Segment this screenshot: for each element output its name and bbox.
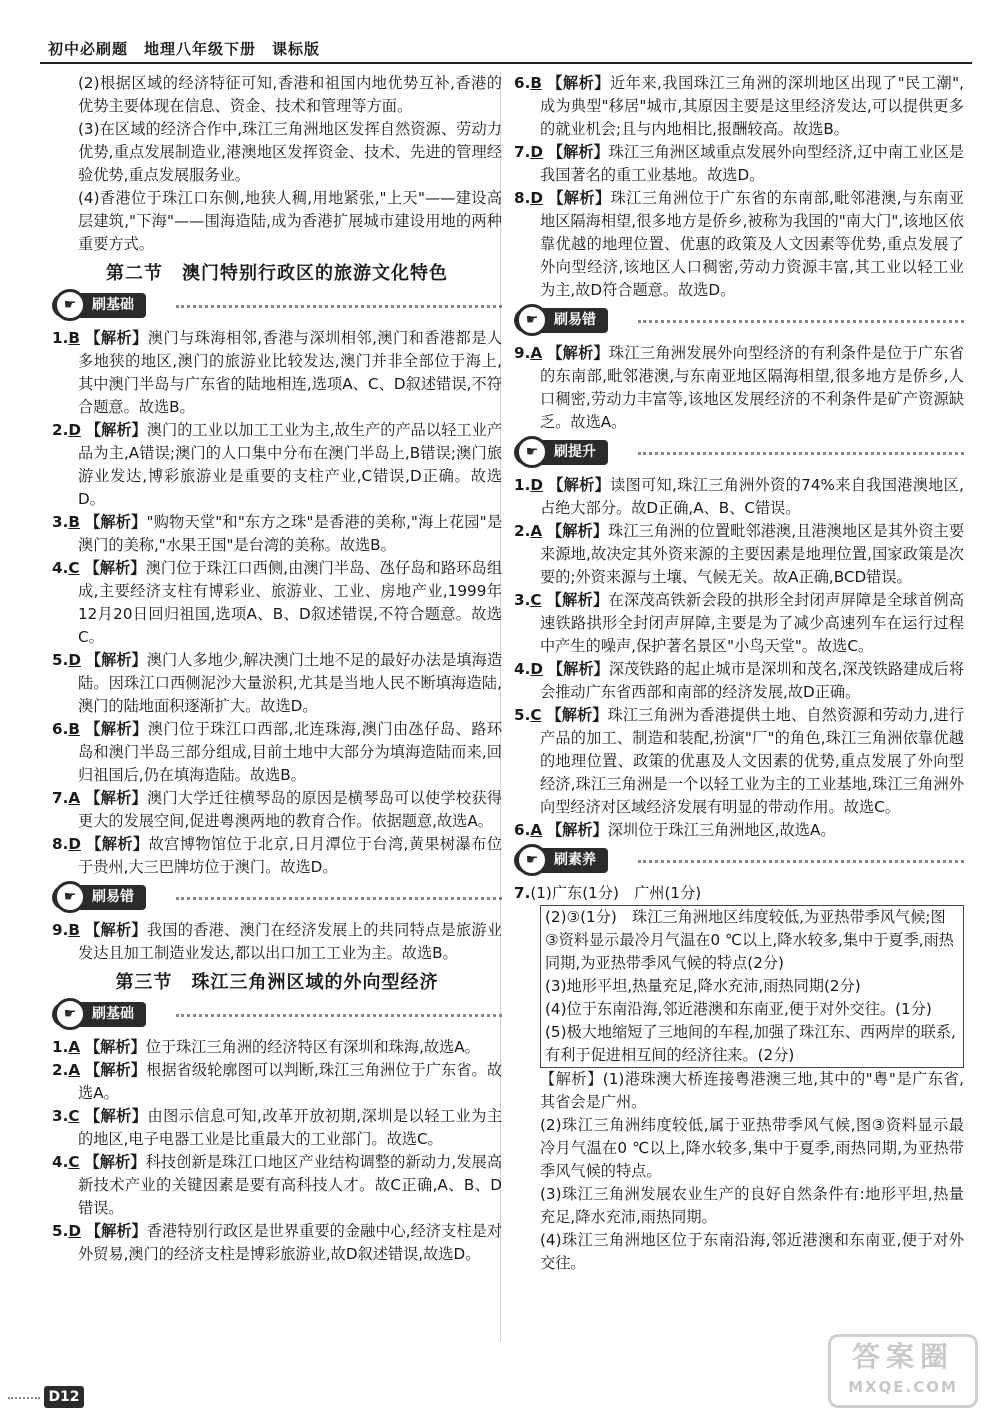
answer-letter: B	[68, 720, 80, 738]
banner-label: 刷易错	[514, 308, 608, 333]
question-number: 5.	[52, 651, 69, 669]
banner-improve	[514, 438, 964, 468]
answer-text: 珠江三角洲位于广东省的东南部,毗邻港澳,与东南亚地区隔海相望,很多地方是侨乡,被称为我国的"南大门",该地区依靠优越的地理位置、优惠的政策及人文因素等优势,重点发展了外向型经济,该地区人口稠密,劳动力资源丰富,其工业以轻工业为主,故D符合题意。故选D。	[540, 189, 965, 299]
analysis-tag: 【解析】	[84, 1038, 146, 1056]
analysis-tag: 【解析】	[85, 1222, 147, 1240]
question-number: 6.	[514, 821, 531, 839]
answer-item	[52, 1059, 502, 1105]
boxed-answer-line: (5)极大地缩短了三地间的车程,加强了珠江东、西两岸的联系,有利于促进相互间的经济往来。(2分)	[545, 1023, 956, 1064]
analysis-tag: 【解析】	[85, 789, 147, 807]
pointing-hand-icon: ☛	[516, 436, 548, 468]
question-number: 6.	[514, 74, 531, 92]
answer-list	[514, 342, 964, 434]
answer-list	[52, 327, 502, 879]
question-number: 2.	[514, 522, 531, 540]
answer-item	[52, 419, 502, 511]
pointing-hand-icon: ☛	[516, 304, 548, 336]
answer-item	[52, 649, 502, 718]
page-number-dots	[8, 1397, 40, 1399]
answer-text: "购物天堂"和"东方之珠"是香港的美称,"海上花园"是澳门的美称,"水果王国"是台湾的美称。故选B。	[78, 513, 503, 554]
intro-paragraph: (3)在区域的经济合作中,珠江三角洲地区发挥自然资源、劳动力优势,重点发展制造业,港澳地区发挥资金、技术、先进的管理经验优势,重点发展服务业。	[78, 120, 502, 184]
answer-text: 读图可知,珠江三角洲外资的74%来自我国港澳地区,占绝大部分。故D正确,A、B、C错误。	[540, 476, 965, 517]
answer-item	[52, 1151, 502, 1220]
banner-basic	[52, 291, 502, 321]
answer-letter: B	[530, 74, 542, 92]
answer-item	[514, 72, 964, 141]
banner-literacy	[514, 846, 964, 876]
answer-letter: D	[68, 835, 81, 853]
answer-letter: C	[530, 591, 542, 609]
answer-letter: D	[68, 1222, 81, 1240]
answer-item	[52, 511, 502, 557]
answer-letter: D	[530, 660, 543, 678]
answer-letter: B	[68, 329, 80, 347]
answer-text: 珠江三角洲区域重点发展外向型经济,辽中南工业区是我国著名的重工业基地。故选D。	[540, 143, 965, 184]
answer-item	[514, 342, 964, 434]
answer-text: 澳门人多地少,解决澳门土地不足的最好办法是填海造陆。因珠江口西侧泥沙大量淤积,尤其是当地人民不断填海造陆,澳门的陆地面积逐渐扩大。故选D。	[78, 651, 503, 715]
banner-label: 刷提升	[514, 440, 608, 465]
question-number: 3.	[52, 513, 69, 531]
answer-letter: C	[68, 1153, 80, 1171]
answer-letter: C	[530, 706, 542, 724]
answer-text: 在深茂高铁新会段的拱形全封闭声屏障是全球首例高速铁路拱形全封闭声屏障,主要是为了减少高速列车在运行过程中产生的噪声,保护著名景区"小鸟天堂"。故选C。	[540, 591, 965, 655]
analysis-tag: 【解析】	[547, 344, 609, 362]
analysis-tag: 【解析】	[86, 835, 149, 853]
question-number: 4.	[514, 660, 531, 678]
answer-letter: A	[68, 1038, 81, 1056]
question-number: 2.	[52, 1061, 69, 1079]
analysis-tag: 【解析】	[84, 559, 146, 577]
watermark-url: MXQE.COM	[848, 1378, 958, 1396]
question-number: 1.	[514, 476, 531, 494]
answer-item	[52, 1220, 502, 1266]
answer-item	[514, 474, 964, 520]
answer-text: 我国的香港、澳门在经济发展上的共同特点是旅游业发达且加工制造业发达,都以出口加工工业为主。故选B。	[78, 921, 503, 962]
answer-letter: D	[530, 189, 543, 207]
question-number: 9.	[514, 344, 531, 362]
answer-text: 故宫博物馆位于北京,日月潭位于台湾,黄果树瀑布位于贵州,大三巴牌坊位于澳门。故选D。	[78, 835, 503, 876]
dotted-rule	[176, 1014, 502, 1017]
question-number: 7.	[514, 143, 531, 161]
answer-item	[52, 919, 502, 965]
answer-item	[52, 557, 502, 649]
answer-item	[52, 718, 502, 787]
answer-text: (1)广东(1分) 广州(1分)	[530, 884, 702, 902]
analysis-line: (2)珠江三角洲纬度较低,属于亚热带季风气候,图③资料显示最冷月气温在0 ℃以上,降水较多,集中于夏季,雨热同期,为亚热带季风气候的特点。	[540, 1116, 964, 1180]
analysis-tag: 【解析】	[85, 329, 148, 347]
pointing-hand-icon: ☛	[54, 881, 86, 913]
boxed-answer-line: (2)③(1分) 珠江三角洲地区纬度较低,为亚热带季风气候;图③资料显示最冷月气温在0 ℃以上,降水较多,集中于夏季,雨热同期,为亚热带季风气候的特点(2分)	[545, 908, 954, 972]
boxed-answers	[540, 905, 964, 1068]
analysis-tag: 【解析】	[547, 522, 609, 540]
answer-text: 深圳位于珠江三角洲地区,故选A。	[607, 821, 836, 839]
page-number: D12	[44, 1386, 84, 1408]
answer-text: 深茂铁路的起止城市是深圳和茂名,深茂铁路建成后将会推动广东省西部和南部的经济发展,故D正确。	[540, 660, 965, 701]
answer-letter: C	[68, 1107, 80, 1125]
question-number: 2.	[52, 421, 69, 439]
left-column	[52, 72, 502, 1266]
question-number: 5.	[52, 1222, 69, 1240]
dotted-rule	[638, 860, 964, 863]
analysis-line: (4)珠江三角洲地区位于东南沿海,邻近港澳和东南亚,便于对外交往。	[540, 1231, 964, 1272]
question-number: 6.	[52, 720, 69, 738]
question-number: 7.	[52, 789, 69, 807]
answer-item	[514, 658, 964, 704]
section-title: 第三节 珠江三角洲区域的外向型经济	[115, 972, 439, 993]
dotted-rule	[638, 320, 964, 323]
answer-item	[52, 833, 502, 879]
answer-text: 由图示信息可知,改革开放初期,深圳是以轻工业为主的地区,电子电器工业是比重最大的工业部门。故选C。	[78, 1107, 503, 1148]
question-number: 8.	[52, 835, 69, 853]
intro-paragraph: (2)根据区域的经济特征可知,香港和祖国内地优势互补,香港的优势主要体现在信息、资金、技术和管理等方面。	[78, 74, 502, 115]
intro-paragraph: (4)香港位于珠江口东侧,地狭人稠,用地紧张,"上天"——建设高层建筑,"下海"——围海造陆,成为香港扩展城市建设用地的两种重要方式。	[78, 189, 502, 253]
answer-text: 澳门与珠海相邻,香港与深圳相邻,澳门和香港都是人多地狭的地区,澳门的旅游业比较发达,澳门并非全部位于海上,其中澳门半岛与广东省的陆地相连,选项A、C、D叙述错误,不符合题意。故选B。	[78, 329, 503, 416]
answer-item	[52, 1036, 502, 1059]
analysis-tag: 【解析】	[548, 189, 611, 207]
analysis-tag: 【解析】	[85, 720, 148, 738]
analysis-tag: 【解析】	[547, 143, 609, 161]
answer-letter: A	[530, 821, 543, 839]
answer-item	[52, 787, 502, 833]
boxed-answer-line: (4)位于东南沿海,邻近港澳和东南亚,便于对外交往。(1分)	[545, 1000, 932, 1018]
analysis-tag: 【解析】	[84, 1107, 148, 1125]
answer-text: 珠江三角洲发展外向型经济的有利条件是位于广东省的东南部,毗邻港澳,与东南亚地区隔海相望,很多地方是侨乡,人口稠密,劳动力丰富等,该地区发展经济的不利条件是矿产资源缺乏。故选A。	[540, 344, 965, 431]
answer-text: 澳门的工业以加工工业为主,故生产的产品以轻工业产品为主,A错误;澳门的人口集中分布在澳门半岛上,B错误;澳门旅游业发达,博彩旅游业是重要的支柱产业,C错误,D正确。故选D。	[78, 421, 503, 508]
question-number: 8.	[514, 189, 531, 207]
pointing-hand-icon: ☛	[516, 844, 548, 876]
answer-text: 位于珠江三角洲的经济特区有深圳和珠海,故选A。	[145, 1038, 480, 1056]
answer-text: 近年来,我国珠江三角洲的深圳地区出现了"民工潮",成为典型"移居"城市,其原因主要是这里经济发达,可以提供更多的就业机会;且与内地相比,报酬较高。故选B。	[540, 74, 964, 138]
answer-text: 珠江三角洲为香港提供土地、自然资源和劳动力,进行产品的加工、制造和装配,扮演"厂"的角色,珠江三角洲依靠优越的地理位置、政策的优惠及人文因素的优势,重点发展了外向型经济,珠江三角洲是一个以轻工业为主的工业基地,珠江三角洲外向型经济对区域经济发展有明显的带动作用。故选C。	[540, 706, 965, 816]
answer-letter: D	[530, 476, 543, 494]
pointing-hand-icon: ☛	[54, 998, 86, 1030]
answer-letter: B	[68, 921, 80, 939]
analysis-tag: 【解析】	[84, 513, 147, 531]
analysis-tag: 【解析】	[548, 476, 611, 494]
question-number: 3.	[514, 591, 531, 609]
answer-item	[514, 819, 964, 842]
analysis-tag: 【解析】	[85, 921, 147, 939]
page-header: 初中必刷题 地理八年级下册 课标版	[48, 40, 321, 58]
question-number: 7.	[514, 884, 531, 902]
question-number: 1.	[52, 1038, 69, 1056]
answer-letter: D	[530, 143, 543, 161]
dotted-rule	[176, 305, 502, 308]
analysis-tag: 【解析】	[85, 421, 147, 439]
right-column	[514, 72, 964, 1275]
banner-label: 刷基础	[52, 1002, 146, 1027]
answer-item	[514, 589, 964, 658]
answer-letter: B	[68, 513, 80, 531]
answer-list	[52, 1036, 502, 1266]
dotted-rule	[638, 452, 964, 455]
analysis-tag: 【解析】	[546, 706, 608, 724]
watermark-logo	[828, 1334, 978, 1408]
boxed-answer-line: (3)地形平坦,热量充足,降水充沛,雨热同期(2分)	[545, 977, 861, 995]
answer-text: 澳门大学迁往横琴岛的原因是横琴岛可以使学校获得更大的发展空间,促进粤澳两地的教育合作。依据题意,故选A。	[78, 789, 503, 830]
banner-label: 刷素养	[514, 848, 608, 873]
answer-letter: A	[68, 1061, 81, 1079]
question-number: 4.	[52, 1153, 69, 1171]
answer-letter: D	[68, 651, 81, 669]
question-number: 3.	[52, 1107, 69, 1125]
analysis-line: (3)珠江三角洲发展农业生产的良好自然条件有:地形平坦,热量充足,降水充沛,雨热同期。	[540, 1185, 964, 1226]
answer-text: 香港特别行政区是世界重要的金融中心,经济支柱是对外贸易,澳门的经济支柱是博彩旅游业,故D叙述错误,故选D。	[78, 1222, 503, 1263]
answer-letter: A	[530, 344, 543, 362]
banner-mistake	[52, 883, 502, 913]
analysis-tag: 【解析】	[546, 591, 609, 609]
literacy-first-line	[514, 882, 964, 905]
answer-letter: C	[68, 559, 80, 577]
answer-text: 根据省级轮廓图可以判断,珠江三角洲位于广东省。故选A。	[78, 1061, 503, 1102]
literacy-question	[514, 882, 964, 1275]
answer-list	[514, 474, 964, 842]
header-rule	[40, 62, 972, 64]
question-number: 1.	[52, 329, 69, 347]
answer-item	[52, 327, 502, 419]
pointing-hand-icon: ☛	[54, 289, 86, 321]
analysis-tag: 【解析】	[546, 821, 608, 839]
answer-item	[514, 520, 964, 589]
answer-item	[514, 141, 964, 187]
question-number: 4.	[52, 559, 69, 577]
watermark-text: 答案圈	[851, 1340, 954, 1373]
intro-block	[52, 72, 502, 256]
analysis-line: 【解析】(1)港珠澳大桥连接粤港澳三地,其中的"粤"是广东省,其省会是广州。	[540, 1070, 964, 1111]
banner-label: 刷基础	[52, 293, 146, 318]
answer-list	[52, 919, 502, 965]
banner-basic	[52, 1000, 502, 1030]
answer-letter: A	[530, 522, 543, 540]
answer-list	[514, 72, 964, 302]
question-number: 5.	[514, 706, 531, 724]
answer-item	[514, 187, 964, 302]
answer-text: 科技创新是珠江口地区产业结构调整的新动力,发展高新技术产业的关键因素是要有高科技人才。故C正确,A、B、D错误。	[78, 1153, 503, 1217]
banner-label: 刷易错	[52, 885, 146, 910]
answer-text: 澳门位于珠江口西侧,由澳门半岛、氹仔岛和路环岛组成,主要经济支柱有博彩业、旅游业、工业、房地产业,1999年12月20日回归祖国,选项A、B、D叙述错误,不符合题意。故选C。	[78, 559, 503, 646]
analysis-tag: 【解析】	[84, 1153, 146, 1171]
analysis-tag: 【解析】	[547, 660, 609, 678]
dotted-rule	[176, 897, 502, 900]
analysis-tag: 【解析】	[85, 651, 147, 669]
banner-mistake	[514, 306, 964, 336]
answer-text: 珠江三角洲的位置毗邻港澳,且港澳地区是其外资主要来源地,故决定其外资来源的主要因素是地理位置,国家政策是次要的;外资来源与土壤、气候无关。故A正确,BCD错误。	[540, 522, 965, 586]
answer-letter: A	[68, 789, 81, 807]
section-title: 第二节 澳门特别行政区的旅游文化特色	[106, 263, 448, 284]
answer-item	[514, 704, 964, 819]
analysis-tag: 【解析】	[547, 74, 610, 92]
analysis-tag: 【解析】	[85, 1061, 147, 1079]
answer-text: 澳门位于珠江口西部,北连珠海,澳门由氹仔岛、路环岛和澳门半岛三部分组成,目前土地中大部分为填海造陆而来,回归祖国后,仍在填海造陆。故选B。	[78, 720, 503, 784]
question-number: 9.	[52, 921, 69, 939]
answer-letter: D	[68, 421, 81, 439]
answer-item	[52, 1105, 502, 1151]
